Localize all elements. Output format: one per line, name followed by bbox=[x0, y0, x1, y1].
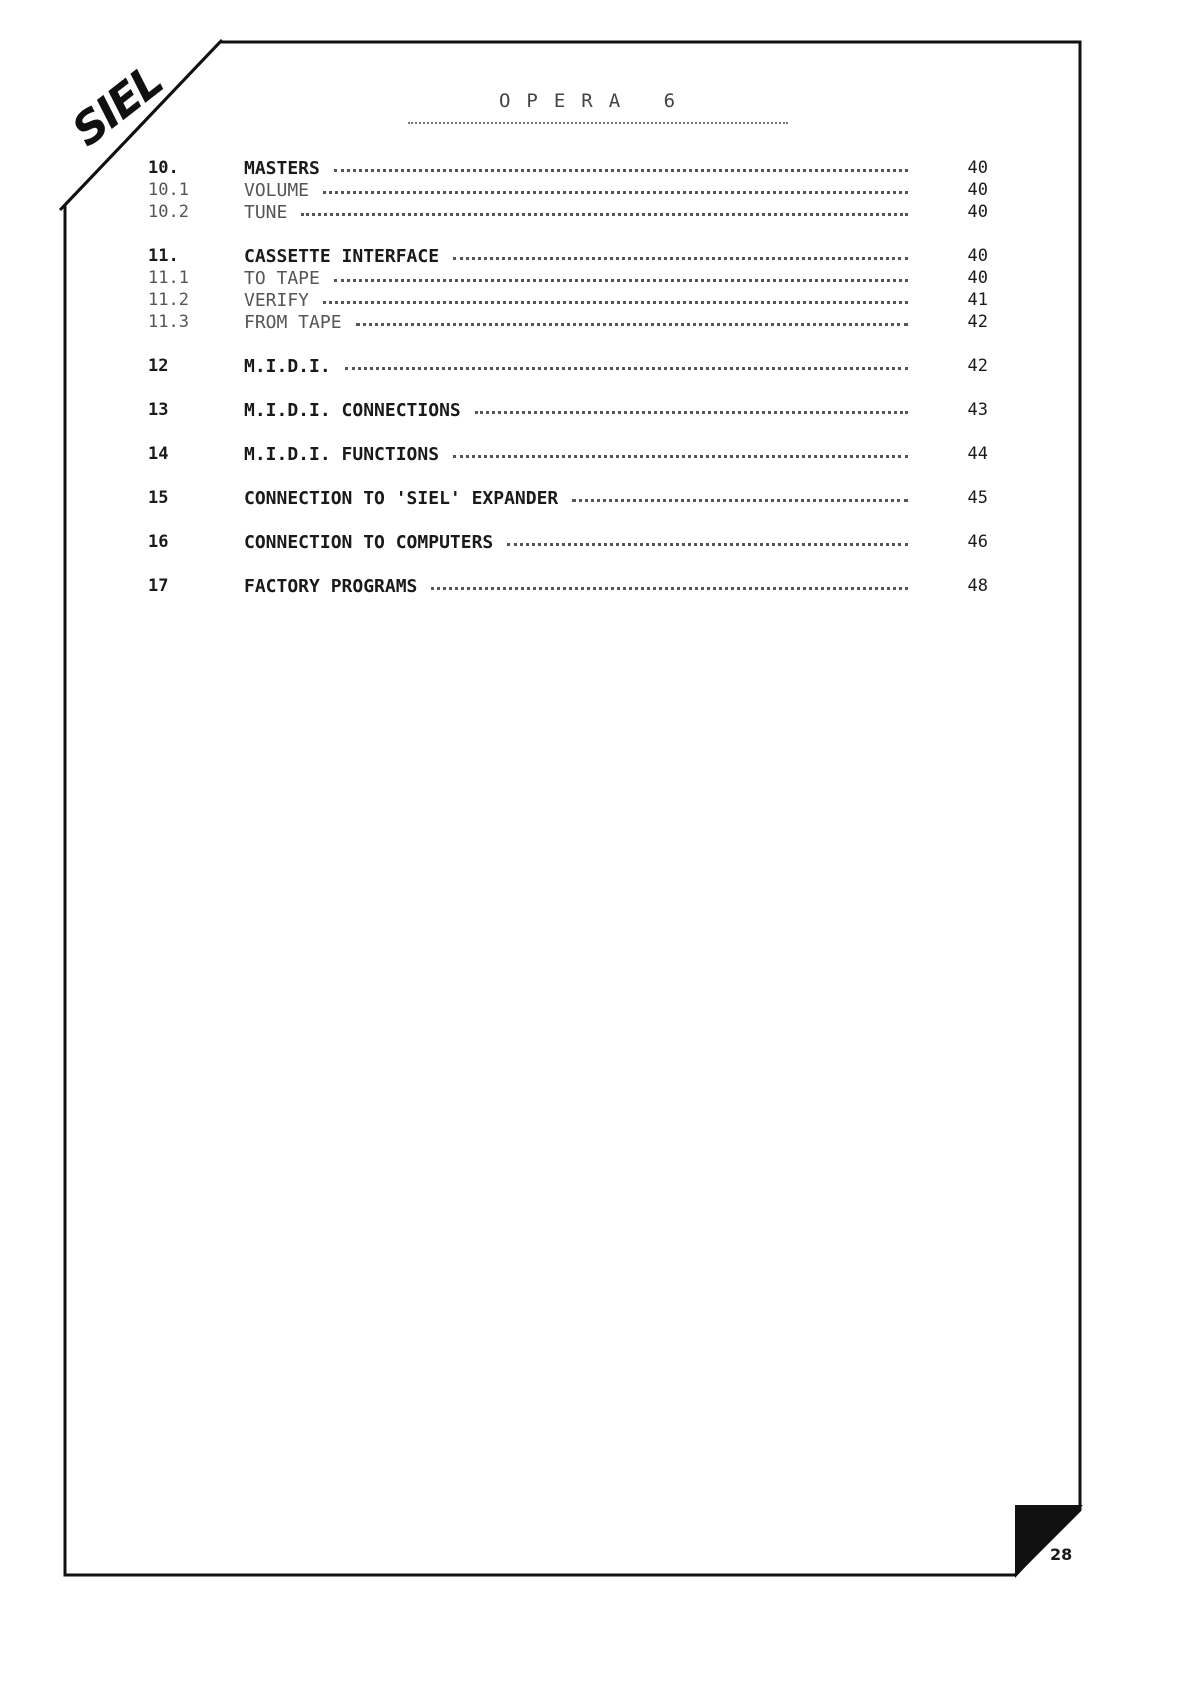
toc-entry-number: 10.2 bbox=[148, 202, 189, 222]
toc-entry-page: 42 bbox=[967, 356, 988, 376]
toc-entry-number: 11.2 bbox=[148, 290, 189, 310]
toc-entry bbox=[148, 444, 988, 466]
toc-dot-leader bbox=[323, 191, 908, 194]
toc-entry bbox=[148, 532, 988, 554]
toc-entry-number: 12 bbox=[148, 356, 169, 376]
toc-entry bbox=[148, 400, 988, 422]
toc-entry-label: TUNE bbox=[244, 202, 288, 223]
toc-entry-page: 43 bbox=[967, 400, 988, 420]
page-number: 28 bbox=[1050, 1545, 1073, 1564]
toc-entry bbox=[148, 268, 988, 290]
toc-entry-page: 46 bbox=[967, 532, 988, 552]
toc-dot-leader bbox=[323, 301, 908, 304]
toc-entry bbox=[148, 180, 988, 202]
toc-entry-label: M.I.D.I. bbox=[244, 356, 331, 377]
toc-entry-label: FACTORY PROGRAMS bbox=[244, 576, 418, 597]
toc-dot-leader bbox=[334, 279, 908, 282]
toc-entry bbox=[148, 356, 988, 378]
toc-entry-page: 40 bbox=[967, 158, 988, 178]
toc-entry bbox=[148, 488, 988, 510]
toc-entry-page: 40 bbox=[967, 246, 988, 266]
toc-entry-number: 10.1 bbox=[148, 180, 189, 200]
toc-entry-page: 40 bbox=[967, 202, 988, 222]
toc-entry-label: TO TAPE bbox=[244, 268, 320, 289]
toc-entry-label: FROM TAPE bbox=[244, 312, 342, 333]
toc-entry-number: 11. bbox=[148, 246, 179, 266]
toc-entry-label: M.I.D.I. FUNCTIONS bbox=[244, 444, 440, 465]
toc-entry-number: 11.3 bbox=[148, 312, 189, 332]
toc-entry-label: CONNECTION TO 'SIEL' EXPANDER bbox=[244, 488, 559, 509]
toc-entry-label: CONNECTION TO COMPUTERS bbox=[244, 532, 494, 553]
toc-dot-leader bbox=[301, 213, 908, 216]
toc-entry-number: 15 bbox=[148, 488, 169, 508]
toc-dot-leader bbox=[334, 169, 908, 172]
toc-entry bbox=[148, 312, 988, 334]
toc-entry-number: 14 bbox=[148, 444, 169, 464]
document-title: OPERA 6 bbox=[498, 90, 692, 112]
toc-dot-leader bbox=[475, 411, 908, 414]
toc-dot-leader bbox=[345, 367, 908, 370]
toc-entry-page: 42 bbox=[967, 312, 988, 332]
toc-entry-number: 10. bbox=[148, 158, 179, 178]
toc-entry-number: 17 bbox=[148, 576, 169, 596]
toc-entry-page: 44 bbox=[967, 444, 988, 464]
logo-text: SIEL bbox=[63, 55, 172, 157]
toc-entry bbox=[148, 158, 988, 180]
toc-entry bbox=[148, 576, 988, 598]
toc-entry-page: 40 bbox=[967, 268, 988, 288]
toc-entry-label: VOLUME bbox=[244, 180, 310, 201]
toc-entry-label: CASSETTE INTERFACE bbox=[244, 246, 440, 267]
toc-entry-label: M.I.D.I. CONNECTIONS bbox=[244, 400, 461, 421]
title-underline bbox=[408, 122, 788, 124]
toc-dot-leader bbox=[507, 543, 908, 546]
toc-entry-number: 16 bbox=[148, 532, 169, 552]
toc-entry-number: 13 bbox=[148, 400, 169, 420]
toc-entry-page: 41 bbox=[967, 290, 988, 310]
toc-entry bbox=[148, 290, 988, 312]
toc-entry-page: 40 bbox=[967, 180, 988, 200]
toc-entry-page: 48 bbox=[967, 576, 988, 596]
toc-entry bbox=[148, 202, 988, 224]
toc-dot-leader bbox=[453, 455, 908, 458]
toc-dot-leader bbox=[431, 587, 908, 590]
toc-entry-number: 11.1 bbox=[148, 268, 189, 288]
toc-dot-leader bbox=[356, 323, 908, 326]
toc-entry bbox=[148, 246, 988, 268]
toc-entry-page: 45 bbox=[967, 488, 988, 508]
toc-dot-leader bbox=[572, 499, 908, 502]
toc-dot-leader bbox=[453, 257, 908, 260]
toc-entry-label: VERIFY bbox=[244, 290, 310, 311]
toc-entry-label: MASTERS bbox=[244, 158, 320, 179]
